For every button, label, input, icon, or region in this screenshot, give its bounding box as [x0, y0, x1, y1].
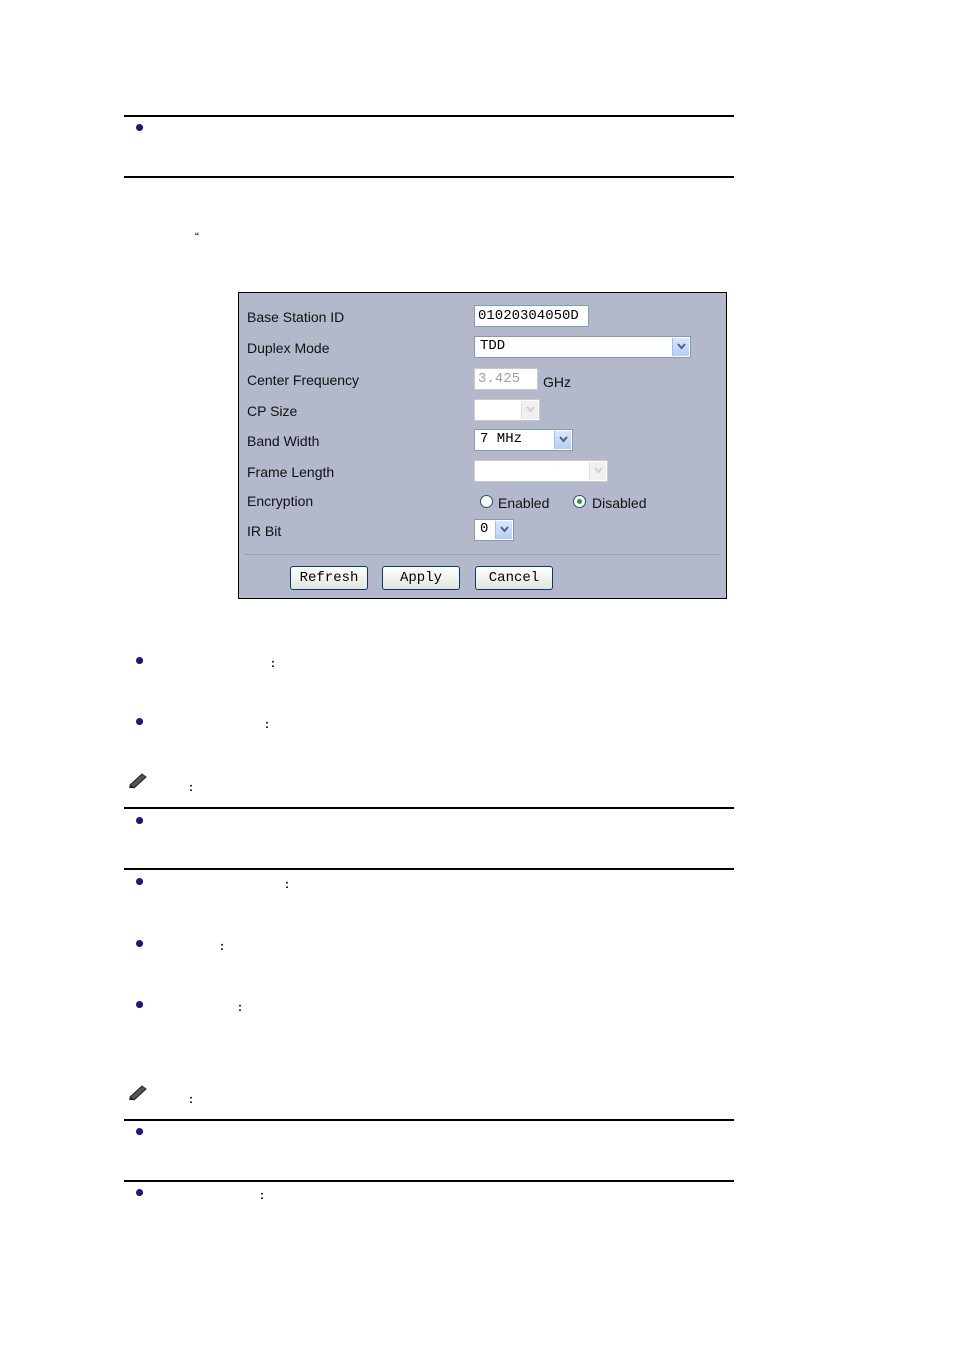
encryption-disabled-radio[interactable]	[573, 495, 586, 508]
duplex-mode-value: TDD	[480, 338, 506, 354]
base-station-id-label: Base Station ID	[247, 309, 345, 325]
colon-mark: :	[285, 877, 289, 891]
panel-separator	[245, 554, 720, 555]
top-rule-2	[124, 176, 734, 178]
colon-mark: :	[189, 1092, 193, 1106]
chevron-down-icon	[589, 462, 606, 480]
bullet-icon	[136, 1189, 143, 1196]
bullet-icon	[136, 878, 143, 885]
center-frequency-label: Center Frequency	[247, 372, 360, 388]
radio-selected-dot	[577, 499, 582, 504]
colon-mark: :	[220, 939, 224, 953]
cp-size-select[interactable]	[474, 399, 540, 421]
colon-mark: :	[260, 1188, 264, 1202]
pencil-note-icon	[127, 771, 149, 789]
ir-bit-label: IR Bit	[247, 523, 282, 539]
apply-button[interactable]: Apply	[382, 566, 460, 590]
colon-mark: :	[265, 717, 269, 731]
encryption-enabled-label[interactable]: Enabled	[498, 495, 550, 511]
bullet-icon	[136, 718, 143, 725]
colon-mark: :	[238, 1000, 242, 1014]
base-station-id-input[interactable]: 01020304050D	[474, 305, 589, 327]
bullet-icon	[136, 124, 143, 131]
base-station-config-panel	[238, 292, 727, 599]
chevron-down-icon	[521, 401, 538, 419]
note-rule-3	[124, 1119, 734, 1121]
colon-mark: :	[189, 780, 193, 794]
note-rule-4	[124, 1180, 734, 1182]
duplex-mode-select[interactable]	[474, 336, 691, 358]
cancel-button[interactable]: Cancel	[475, 566, 553, 590]
chevron-down-icon[interactable]	[672, 338, 689, 356]
ir-bit-value: 0	[480, 521, 489, 537]
bullet-icon	[136, 1128, 143, 1135]
quote-mark: “	[195, 230, 199, 244]
colon-mark: :	[271, 656, 275, 670]
encryption-enabled-radio[interactable]	[480, 495, 493, 508]
bullet-icon	[136, 817, 143, 824]
frame-length-label: Frame Length	[247, 464, 335, 480]
note-rule-1	[124, 807, 734, 809]
encryption-disabled-label[interactable]: Disabled	[592, 495, 647, 511]
bullet-icon	[136, 657, 143, 664]
note-rule-2	[124, 868, 734, 870]
band-width-label: Band Width	[247, 433, 320, 449]
center-frequency-unit: GHz	[543, 374, 571, 390]
refresh-button[interactable]: Refresh	[290, 566, 368, 590]
ir-bit-select[interactable]	[474, 519, 514, 541]
top-rule-1	[124, 115, 734, 117]
bullet-icon	[136, 940, 143, 947]
bullet-icon	[136, 1001, 143, 1008]
duplex-mode-label: Duplex Mode	[247, 340, 330, 356]
frame-length-select[interactable]	[474, 460, 608, 482]
center-frequency-input[interactable]: 3.425	[474, 368, 538, 390]
pencil-note-icon	[127, 1083, 149, 1101]
chevron-down-icon[interactable]	[554, 431, 571, 449]
chevron-down-icon[interactable]	[495, 521, 512, 539]
band-width-select[interactable]	[474, 429, 573, 451]
encryption-label: Encryption	[247, 493, 314, 509]
cp-size-label: CP Size	[247, 403, 298, 419]
band-width-value: 7 MHz	[480, 431, 523, 447]
